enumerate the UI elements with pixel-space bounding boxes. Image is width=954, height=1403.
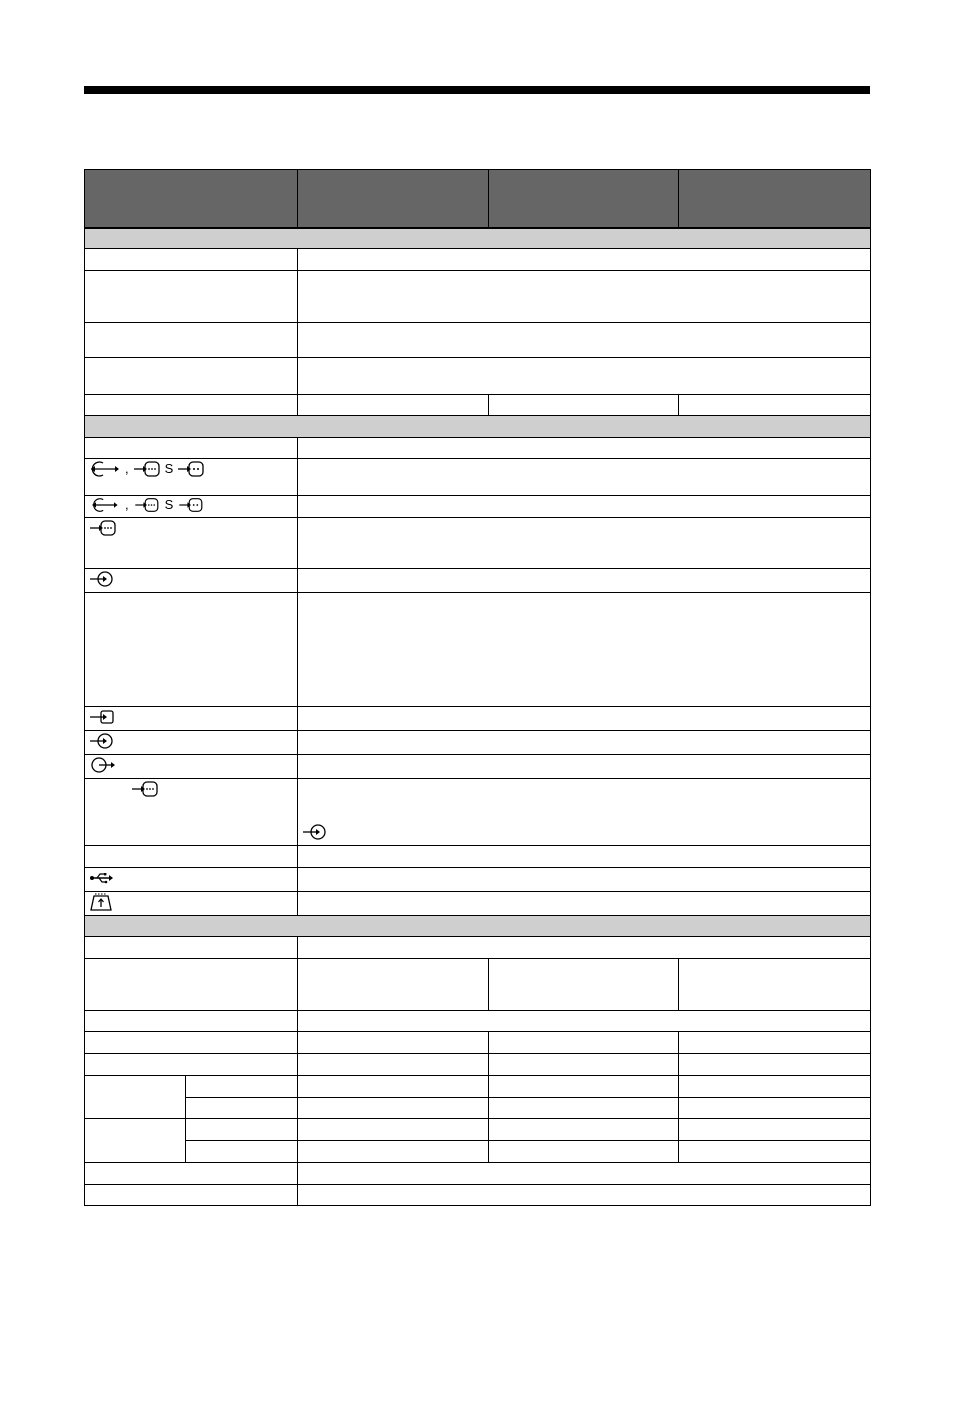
table-row — [85, 1141, 871, 1163]
table-row — [85, 937, 871, 959]
table-row — [85, 569, 871, 593]
audio-in-icon — [89, 569, 115, 589]
audio-out-icon — [89, 755, 117, 775]
table-row — [85, 1011, 871, 1032]
table-row — [85, 779, 871, 846]
audio-in-icon — [89, 731, 115, 751]
table-row — [85, 1054, 871, 1076]
av-inout-icon — [89, 459, 121, 479]
table-row — [85, 1163, 871, 1185]
table-row — [85, 249, 871, 271]
composite-video-in-icon — [133, 496, 161, 514]
s-letter: S — [164, 461, 174, 476]
section-row — [85, 416, 871, 438]
header-cell-model-3 — [679, 170, 871, 228]
table-row — [85, 358, 871, 395]
table-row — [85, 1076, 871, 1098]
table-row — [85, 755, 871, 779]
table-row — [85, 438, 871, 459]
table-row — [85, 518, 871, 569]
table-row — [85, 395, 871, 416]
header-cell-model-2 — [489, 170, 679, 228]
composite-video-in-icon — [133, 459, 161, 479]
table-row — [85, 496, 871, 518]
pc-in-icon — [89, 707, 115, 727]
table-row — [85, 323, 871, 358]
table-row — [85, 271, 871, 323]
table-row — [85, 459, 871, 496]
audio-in-icon — [302, 822, 328, 842]
specifications-table — [84, 169, 871, 1206]
top-rule — [84, 86, 870, 94]
composite-video-in-icon — [131, 779, 159, 799]
ci-slot-icon — [89, 892, 113, 912]
av-inout-icon — [89, 496, 121, 514]
table-row — [85, 707, 871, 731]
table-header-row — [85, 170, 871, 228]
usb-icon — [89, 868, 115, 888]
section-row — [85, 916, 871, 937]
separator-comma: , — [125, 497, 129, 512]
table-row — [85, 892, 871, 916]
s-video-in-icon — [177, 496, 205, 514]
table-row — [85, 1185, 871, 1206]
table-row — [85, 593, 871, 707]
table-row — [85, 868, 871, 892]
table-row — [85, 1119, 871, 1141]
s-video-in-icon — [177, 459, 205, 479]
section-row — [85, 228, 871, 249]
table-row — [85, 1098, 871, 1119]
composite-video-in-icon — [89, 518, 117, 538]
table-row — [85, 846, 871, 868]
table-row — [85, 959, 871, 1011]
header-cell-model-1 — [298, 170, 489, 228]
separator-comma: , — [125, 461, 129, 476]
header-cell-label — [85, 170, 298, 228]
table-row — [85, 1032, 871, 1054]
table-row — [85, 731, 871, 755]
s-letter: S — [164, 497, 174, 512]
